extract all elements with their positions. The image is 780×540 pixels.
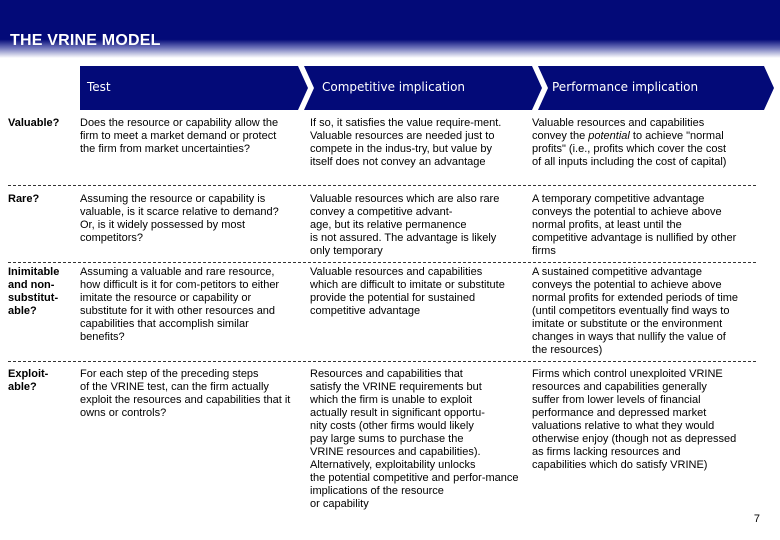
test-cell: Does the resource or capability allow the firm to meet a market demand or protect the firm from market uncertainties? <box>80 117 279 155</box>
competitive-cell: If so, it satisfies the value require-ment. Valuable resources are needed just to compete in the indus-try, but value by itself does not convey an advantage <box>310 117 502 168</box>
row-label: Inimitable and non- substitut- able? <box>8 266 60 317</box>
performance-cell: Firms which control unexploited VRINE resources and capabilities generally suffer from lower levels of financial performance and depressed market valuations relative to what they would otherwise enjoy (though not as depressed as firms lacking resources and capabilities which do satisfy VRINE) <box>532 368 737 471</box>
performance-cell: Valuable resources and capabilities convey the potential to achieve "normal profits" (i.e., profits which cover the cost of all inputs including the cost of capital) <box>532 117 727 168</box>
table-row-inimitable <box>8 266 756 358</box>
test-cell: For each step of the preceding steps of the VRINE test, can the firm actually exploit the resources and capabilities that it owns or controls? <box>80 368 291 419</box>
title-bar <box>0 0 780 58</box>
page-title: THE VRINE MODEL <box>10 32 161 49</box>
row-label: Valuable? <box>8 117 60 129</box>
header-competitive: Competitive implication <box>322 80 466 94</box>
test-cell: Assuming a valuable and rare resource, how difficult is it for com-petitors to either imitate the resource or capability or substitute for it with other resources and capabilities that accomplish similar benefits? <box>80 266 280 343</box>
competitive-cell: Valuable resources and capabilities which are difficult to imitate or substitute provide the potential for sustained competitive advantage <box>310 266 505 317</box>
italic-emphasis: potential <box>588 130 630 142</box>
row-label: Exploit- able? <box>8 368 49 393</box>
test-cell: Assuming the resource or capability is valuable, is it scarce relative to demand? Or, is it widely possessed by most competitors? <box>80 193 279 244</box>
row-label: Rare? <box>8 193 40 205</box>
row-divider <box>8 185 756 186</box>
performance-cell: A sustained competitive advantage conveys the potential to achieve above normal profits for extended periods of time (until competitors eventually find ways to imitate or substitute or the environment changes in ways that nullify the value of the resources) <box>532 266 739 356</box>
row-divider <box>8 262 756 263</box>
header-test: Test <box>87 80 111 94</box>
page-number: 7 <box>753 513 760 525</box>
row-divider <box>8 361 756 362</box>
competitive-cell: Valuable resources which are also rare convey a competitive advant- age, but its relative permanence is not assured. The advantage is likely only temporary <box>310 193 500 257</box>
table-row-exploitable <box>8 368 756 513</box>
header-arrow-test <box>80 66 308 110</box>
header-performance: Performance implication <box>552 80 699 94</box>
competitive-cell: Resources and capabilities that satisfy the VRINE requirements but which the firm is unable to exploit actually result in significant opportu- nity costs (other firms would likely pay large sums to purchase the VRINE resources and capabilities). Alternatively, exploitability unlocks the potential competitive and perfor-mance implications of the resource or capability <box>310 368 519 510</box>
table-row-rare <box>8 193 756 259</box>
column-header-bar <box>80 66 774 110</box>
performance-cell: A temporary competitive advantage conveys the potential to achieve above normal profits, at least until the competitive advantage is nullified by other firms <box>532 193 737 257</box>
table-row-valuable <box>8 117 756 177</box>
